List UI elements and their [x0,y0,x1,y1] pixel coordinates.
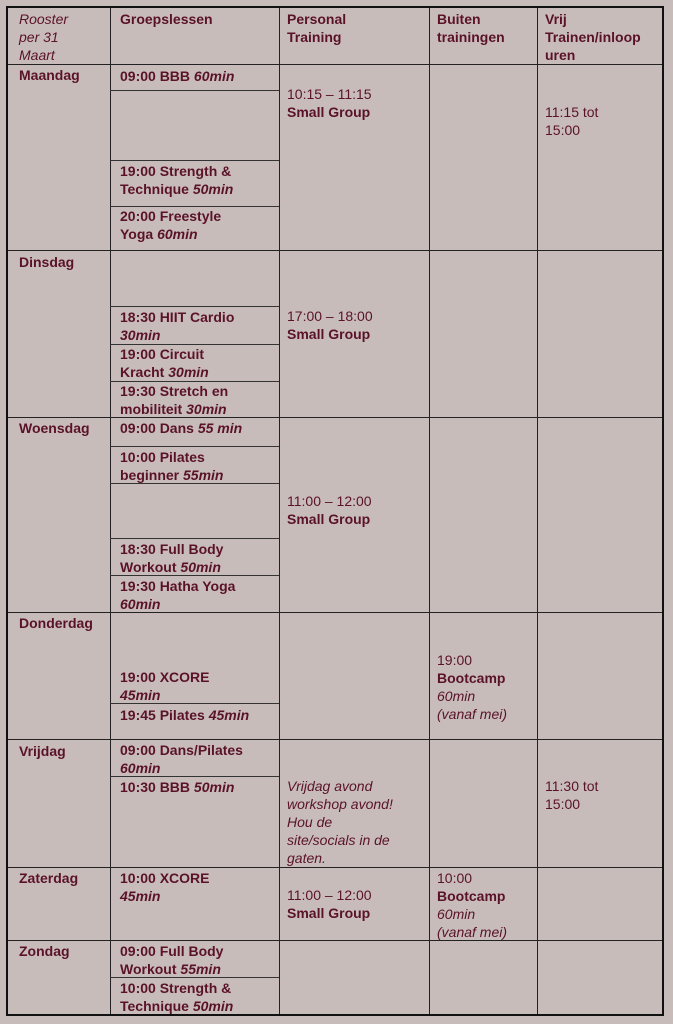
sub-divider [110,306,279,307]
class-duration: 50min [193,779,235,795]
pt-saturday-time: 11:00 – 12:00 [287,887,372,903]
sub-divider [110,538,279,539]
day-label-saturday: Zaterdag [19,870,79,886]
pt-friday-note: Vrijdag avond workshop avond! Hou de site/socials in de gaten. [287,778,393,866]
header-vrij-trainen: Vrij Trainen/inloop uren [545,11,641,63]
class-entry [120,207,221,243]
outdoor-thursday-time: 19:00 [437,652,473,668]
class-duration: 60min [120,596,161,612]
row-divider [8,64,662,65]
class-name: 20:00 Freestyle Yoga [120,208,222,242]
pt-saturday-label: Small Group [287,905,371,921]
sub-divider [110,446,279,447]
class-name: 10:00 XCORE [120,870,210,886]
column-divider [429,8,430,1014]
class-duration: 45min [120,888,161,904]
class-duration: 55min [180,961,221,977]
day-label-sunday: Zondag [19,943,70,959]
class-name: 18:30 Full Body Workout [120,541,224,575]
class-entry [120,869,209,905]
outdoor-thursday-label: Bootcamp [437,670,506,686]
class-duration: 30min [186,401,227,417]
class-name: 10:00 Strength & Technique [120,980,232,1014]
class-duration: 50min [180,559,221,575]
day-label-tuesday: Dinsdag [19,254,75,270]
pt-monday-label: Small Group [287,104,371,120]
class-duration: 45min [208,707,250,723]
row-divider [8,250,662,251]
class-name: 10:30 BBB [120,779,191,795]
outdoor-saturday-label: Bootcamp [437,888,506,904]
row-divider [8,940,662,941]
class-duration: 60min [193,68,235,84]
class-entry [120,706,249,724]
column-divider [110,8,111,1014]
class-name: 09:00 Full Body Workout [120,943,224,977]
pt-wednesday-label: Small Group [287,511,371,527]
row-divider [8,612,662,613]
column-divider [279,8,280,1014]
pt-tuesday-label: Small Group [287,326,371,342]
outdoor-saturday-time: 10:00 [437,870,473,886]
class-entry [120,979,233,1015]
class-entry [120,540,223,576]
class-entry [120,308,234,344]
class-duration: 60min [120,760,161,776]
schedule-table [6,6,664,1016]
class-duration: 30min [120,327,161,343]
outdoor-saturday-duration: 60min (vanaf mei) [437,906,508,940]
row-divider [8,867,662,868]
class-name: 19:30 Stretch en mobiliteit [120,383,229,417]
class-entry [120,668,209,704]
class-name: 19:00 XCORE [120,669,210,685]
class-name: 09:00 Dans [120,420,194,436]
class-duration: 30min [168,364,209,380]
class-name: 19:30 Hatha Yoga [120,578,236,594]
day-label-monday: Maandag [19,67,80,83]
header-groepslessen: Groepslessen [120,11,213,27]
class-entry [120,577,235,613]
class-duration: 60min [157,226,198,242]
class-duration: 45min [120,687,161,703]
outdoor-thursday-duration: 60min (vanaf mei) [437,688,508,722]
class-name: 19:00 Strength & Technique [120,163,232,197]
class-name: 09:00 Dans/Pilates [120,742,243,758]
class-name: 10:00 Pilates beginner [120,449,205,483]
class-entry [120,741,243,777]
day-label-wednesday: Woensdag [19,420,90,436]
class-duration: 55 min [197,420,243,436]
class-entry [120,67,234,85]
class-entry [120,448,223,484]
day-label-thursday: Donderdag [19,615,93,631]
sub-divider [110,160,279,161]
row-divider [8,417,662,418]
free-friday-hours: 11:30 tot 15:00 [545,778,599,812]
class-entry [120,942,223,978]
class-entry [120,419,242,437]
pt-tuesday-time: 17:00 – 18:00 [287,308,373,324]
day-label-friday: Vrijdag [19,743,66,759]
class-entry [120,162,233,198]
class-name: 09:00 BBB [120,68,191,84]
free-monday-hours: 11:15 tot 15:00 [545,104,599,138]
sub-divider [110,90,279,91]
row-divider [8,739,662,740]
class-name: 19:00 Circuit Kracht [120,346,205,380]
class-entry [120,778,234,796]
class-duration: 50min [192,181,234,197]
header-buiten-trainingen: Buiten trainingen [437,11,505,45]
class-entry [120,345,209,381]
pt-wednesday-time: 11:00 – 12:00 [287,493,372,509]
class-duration: 55min [183,467,224,483]
column-divider [537,8,538,1014]
class-duration: 50min [192,998,234,1014]
schedule-date-label: Rooster per 31 Maart [19,11,69,63]
header-personal-training: Personal Training [287,11,347,45]
pt-monday-time: 10:15 – 11:15 [287,86,372,102]
class-entry [120,382,228,418]
class-name: 19:45 Pilates [120,707,205,723]
class-name: 18:30 HIIT Cardio [120,309,235,325]
